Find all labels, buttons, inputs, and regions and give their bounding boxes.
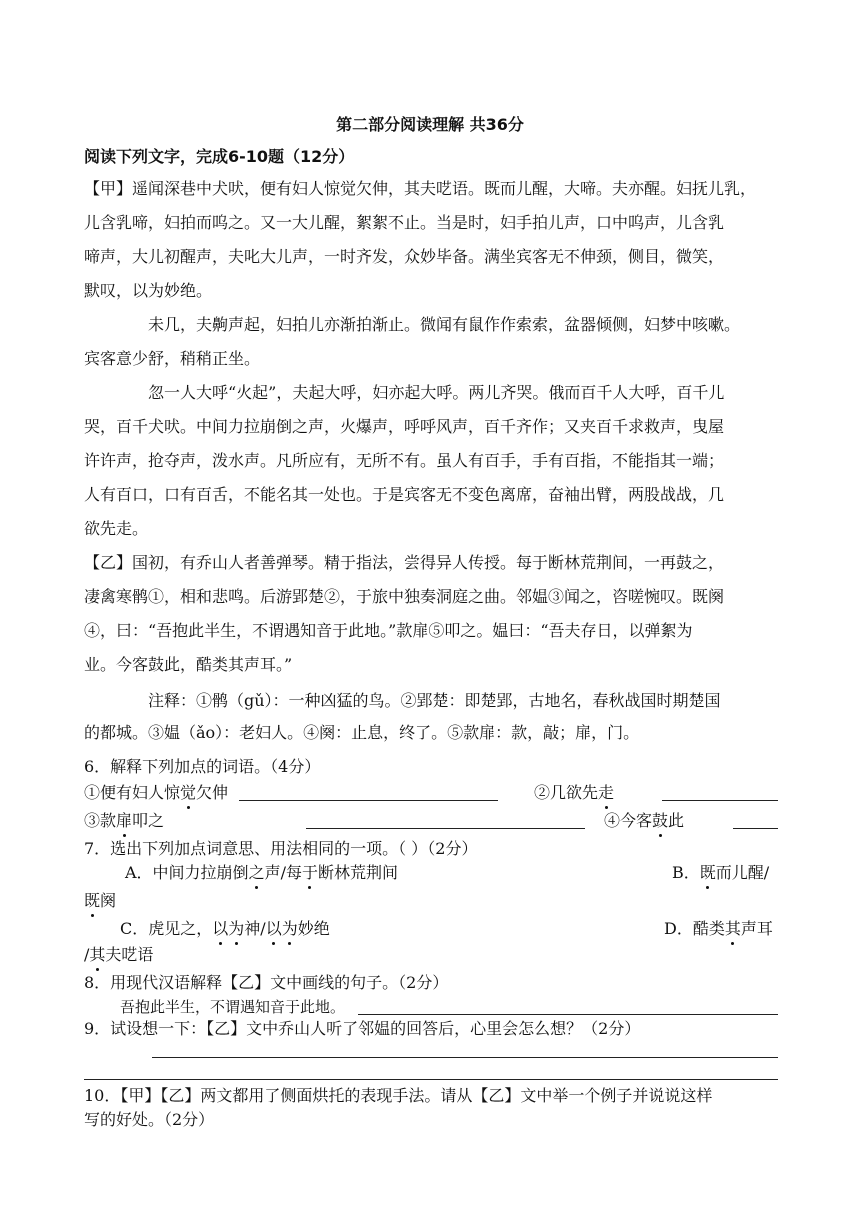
passage-jia-line: 啼声，大儿初醒声，夫叱大儿声，一时齐发，众妙毕备。满坐宾客无不伸颈，侧目，微笑， [84, 247, 725, 266]
option-c: C．虎见之，以为神/以为妙绝 [120, 919, 330, 938]
passage-jia-line: 默叹，以为妙绝。 [84, 281, 213, 300]
question-10-stem-continued: 写的好处。（2分） [84, 1110, 215, 1129]
option-b: B．既而儿醒/ [672, 863, 770, 882]
answer-line[interactable] [152, 1057, 778, 1058]
question-8-sentence: 吾抱此半生，不谓遇知音于此地。 [120, 998, 346, 1016]
question-6-stem: 6．解释下列加点的词语。（4分） [84, 757, 321, 776]
question-6-item-1: ①便有妇人惊觉欠伸 [84, 783, 229, 802]
passage-yi-line: ④，曰：“吾抱此半生，不谓遇知音于此地。”款扉⑤叩之。媪曰：“吾夫存日，以弹絮为 [84, 621, 693, 640]
passage-jia-line: 儿含乳啼，妇拍而呜之。又一大儿醒，絮絮不止。当是时，妇手拍儿声，口中呜声，儿含乳 [84, 213, 725, 232]
answer-line[interactable] [733, 828, 778, 829]
question-10-stem: 10．【甲】【乙】两文都用了侧面烘托的表现手法。请从【乙】文中举一个例子并说说这样 [84, 1086, 713, 1105]
option-d: D．酷类其声耳 [664, 919, 773, 938]
question-6-item-3: ③款扉叩之 [84, 811, 165, 830]
passage-yi-line: 凄禽寒鹘①，相和悲鸣。后游郢楚②，于旅中独奏洞庭之曲。邻媪③闻之，咨嗟惋叹。既阕 [84, 587, 725, 606]
passage-jia-line: 忽一人大呼“火起”，夫起大呼，妇亦起大呼。两儿齐哭。俄而百千人大呼，百千儿 [148, 383, 725, 402]
answer-line[interactable] [662, 800, 778, 801]
passage-jia-line: 哭，百千犬吠。中间力拉崩倒之声，火爆声，呼呼风声，百千齐作；又夹百千求救声，曳屋 [84, 417, 725, 436]
reading-instruction: 阅读下列文字，完成6-10题（12分） [84, 147, 355, 166]
question-9-stem: 9．试设想一下：【乙】文中乔山人听了邻媪的回答后，心里会怎么想？（2分） [84, 1019, 641, 1038]
question-6-item-4: ④今客鼓此 [604, 811, 685, 830]
passage-jia-line: 欲先走。 [84, 519, 149, 538]
answer-line[interactable] [358, 1014, 778, 1015]
answer-line[interactable] [306, 828, 585, 829]
annotation-line: 注释：①鹘（gǔ）：一种凶猛的鸟。②郢楚：即楚郢，古地名，春秋战国时期楚国 [148, 691, 721, 710]
option-b-continued: 既阕 [84, 891, 117, 910]
section-title: 第二部分阅读理解 共36分 [336, 115, 524, 134]
passage-yi-line: 【乙】国初，有乔山人者善弹琴。精于指法，尝得异人传授。每于断林荒荆间，一再鼓之， [84, 553, 725, 572]
annotation-line: 的都城。③媪（ǎo）：老妇人。④阕：止息，终了。⑤款扉：款，敲；扉，门。 [84, 723, 640, 742]
answer-line[interactable] [239, 800, 498, 801]
answer-line[interactable] [84, 1079, 778, 1080]
passage-jia-line: 许许声，抢夺声，泼水声。凡所应有，无所不有。虽人有百手，手有百指，不能指其一端； [84, 451, 725, 470]
passage-yi-line: 业。今客鼓此，酷类其声耳。” [84, 655, 293, 674]
passage-jia-line: 人有百口，口有百舌，不能名其一处也。于是宾客无不变色离席，奋袖出臂，两股战战，几 [84, 485, 725, 504]
question-6-item-2: ②几欲先走 [534, 783, 615, 802]
question-8-stem: 8．用现代汉语解释【乙】文中画线的句子。（2分） [84, 973, 449, 992]
passage-jia-line: 宾客意少舒，稍稍正坐。 [84, 349, 261, 368]
option-d-continued: /其夫呓语 [84, 945, 154, 964]
passage-jia-line: 【甲】遥闻深巷中犬吠，便有妇人惊觉欠伸，其夫呓语。既而儿醒，大啼。夫亦醒。妇抚儿乳， [84, 179, 757, 198]
passage-jia-line: 未几，夫齁声起，妇拍儿亦渐拍渐止。微闻有鼠作作索索，盆器倾侧，妇梦中咳嗽。 [148, 315, 741, 334]
option-a: A．中间力拉崩倒之声/每于断林荒荆间 [125, 863, 399, 882]
question-7-stem: 7．选出下列加点词意思、用法相同的一项。（ ）（2分） [84, 839, 478, 858]
